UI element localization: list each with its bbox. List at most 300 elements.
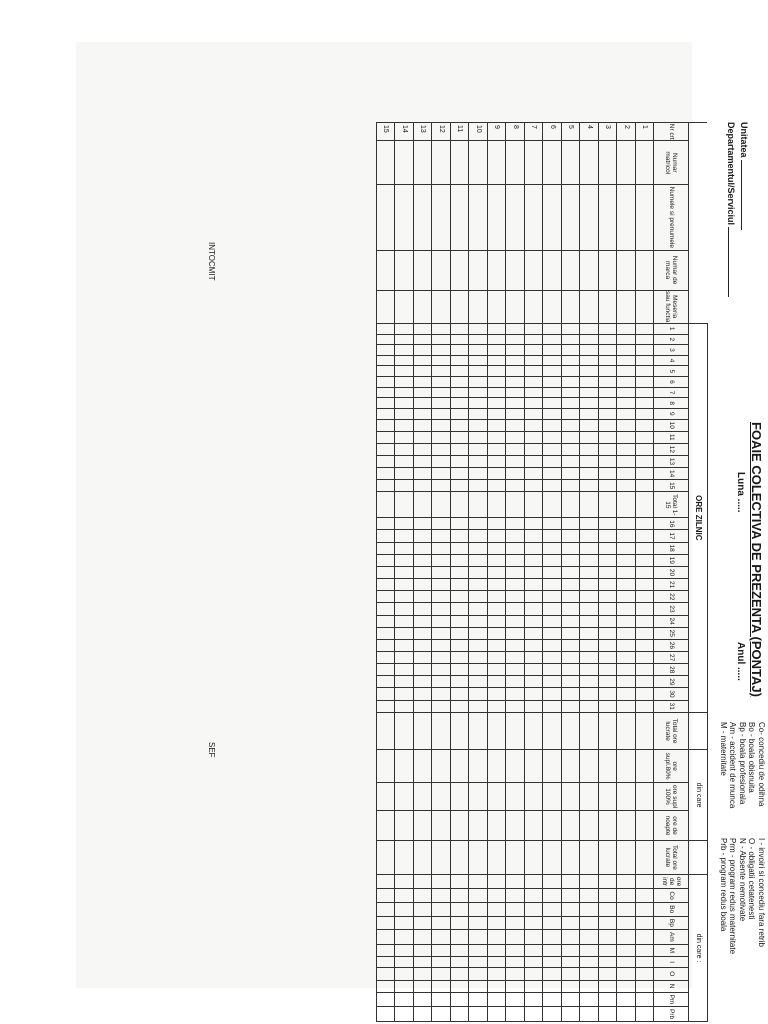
table-cell (562, 419, 581, 431)
row-number: 4 (580, 123, 599, 141)
prb-header: Prb (654, 1007, 689, 1022)
table-cell (469, 1007, 488, 1022)
table-cell (617, 492, 636, 518)
table-cell (599, 443, 618, 455)
table-cell (617, 840, 636, 874)
table-cell (543, 664, 562, 676)
table-cell (543, 782, 562, 810)
table-cell (395, 530, 414, 542)
table-cell (395, 627, 414, 639)
table-cell (617, 530, 636, 542)
table-cell (599, 185, 618, 251)
table-cell (488, 290, 507, 323)
table-cell (580, 355, 599, 366)
table-cell (580, 957, 599, 968)
table-cell (617, 366, 636, 377)
table-cell (636, 676, 655, 688)
table-cell (395, 944, 414, 957)
table-cell (488, 566, 507, 578)
table-cell (506, 889, 525, 903)
table-cell (488, 480, 507, 492)
table-cell (599, 676, 618, 688)
table-cell (636, 944, 655, 957)
table-cell (636, 957, 655, 968)
table-cell (599, 542, 618, 554)
table-row (543, 123, 562, 1022)
table-cell (599, 930, 618, 944)
table-cell (506, 355, 525, 366)
table-cell (469, 874, 488, 888)
table-cell (488, 334, 507, 345)
table-cell (395, 377, 414, 388)
table-cell (543, 944, 562, 957)
table-cell (506, 700, 525, 712)
table-cell (506, 579, 525, 591)
table-cell (377, 980, 396, 992)
table-cell (636, 700, 655, 712)
table-cell (562, 968, 581, 980)
table-cell (488, 944, 507, 957)
table-cell (377, 398, 396, 409)
table-cell (580, 409, 599, 420)
table-cell (377, 579, 396, 591)
table-cell (562, 431, 581, 443)
table-cell (488, 1007, 507, 1022)
table-cell (377, 542, 396, 554)
table-cell (432, 480, 451, 492)
table-cell (488, 250, 507, 290)
table-cell (543, 930, 562, 944)
table-cell (636, 366, 655, 377)
table-cell (414, 419, 433, 431)
table-cell (469, 455, 488, 467)
table-cell (451, 627, 470, 639)
table-cell (599, 700, 618, 712)
table-cell (599, 712, 618, 750)
table-cell (432, 398, 451, 409)
table-cell (562, 676, 581, 688)
table-cell (432, 782, 451, 810)
table-cell (451, 750, 470, 783)
table-cell (451, 542, 470, 554)
table-cell (617, 603, 636, 615)
table-cell (525, 250, 544, 290)
day-1-header: 1 (654, 323, 689, 334)
table-cell (543, 627, 562, 639)
table-cell (377, 530, 396, 542)
table-cell (414, 387, 433, 398)
table-cell (580, 889, 599, 903)
table-cell (636, 615, 655, 627)
table-cell (488, 419, 507, 431)
table-cell (562, 627, 581, 639)
day-12-header: 12 (654, 443, 689, 455)
table-cell (377, 409, 396, 420)
table-cell (469, 992, 488, 1006)
table-cell (488, 185, 507, 251)
day-9-header: 9 (654, 409, 689, 420)
table-cell (543, 750, 562, 783)
table-cell (599, 902, 618, 916)
table-cell (414, 700, 433, 712)
day-17-header: 17 (654, 530, 689, 542)
table-cell (469, 480, 488, 492)
table-cell (580, 398, 599, 409)
table-cell (580, 345, 599, 356)
table-cell (543, 542, 562, 554)
day-16-header: 16 (654, 518, 689, 530)
table-cell (488, 930, 507, 944)
table-cell (395, 542, 414, 554)
table-cell (488, 652, 507, 664)
table-cell (432, 455, 451, 467)
table-row (580, 123, 599, 1022)
table-cell (414, 323, 433, 334)
table-cell (488, 591, 507, 603)
table-cell (432, 676, 451, 688)
table-cell (599, 811, 618, 841)
table-cell (488, 627, 507, 639)
table-cell (377, 455, 396, 467)
table-cell (580, 185, 599, 251)
table-cell (488, 323, 507, 334)
day-15-header: 15 (654, 480, 689, 492)
table-cell (636, 980, 655, 992)
table-cell (395, 902, 414, 916)
table-cell (469, 185, 488, 251)
table-cell (377, 419, 396, 431)
table-cell (525, 676, 544, 688)
table-cell (506, 874, 525, 888)
table-cell (580, 840, 599, 874)
table-cell (543, 980, 562, 992)
table-cell (488, 355, 507, 366)
table-cell (525, 579, 544, 591)
table-cell (488, 366, 507, 377)
table-cell (562, 366, 581, 377)
table-cell (636, 916, 655, 930)
table-cell (451, 480, 470, 492)
table-cell (562, 542, 581, 554)
table-cell (414, 712, 433, 750)
table-cell (469, 419, 488, 431)
table-cell (469, 782, 488, 810)
table-cell (488, 455, 507, 467)
table-cell (488, 782, 507, 810)
table-cell (506, 518, 525, 530)
table-cell (506, 455, 525, 467)
table-cell (617, 455, 636, 467)
table-cell (469, 652, 488, 664)
table-cell (580, 750, 599, 783)
table-cell (599, 639, 618, 651)
table-cell (469, 591, 488, 603)
table-cell (580, 930, 599, 944)
table-cell (599, 889, 618, 903)
table-cell (377, 782, 396, 810)
table-cell (543, 443, 562, 455)
table-cell (432, 603, 451, 615)
table-cell (599, 323, 618, 334)
table-cell (599, 957, 618, 968)
table-cell (580, 664, 599, 676)
table-cell (414, 492, 433, 518)
table-cell (580, 530, 599, 542)
table-cell (469, 615, 488, 627)
table-cell (562, 530, 581, 542)
ore-zilnic-group: ORE ZILNIC (689, 323, 708, 712)
table-cell (451, 530, 470, 542)
table-cell (451, 840, 470, 874)
table-cell (414, 676, 433, 688)
table-cell (377, 290, 396, 323)
table-cell (469, 980, 488, 992)
table-cell (525, 750, 544, 783)
table-cell (525, 874, 544, 888)
table-cell (414, 579, 433, 591)
table-cell (543, 419, 562, 431)
table-cell (395, 554, 414, 566)
m-header: M (654, 944, 689, 957)
table-cell (469, 712, 488, 750)
header-row (654, 123, 689, 1022)
table-cell (432, 377, 451, 388)
table-cell (580, 323, 599, 334)
table-cell (432, 874, 451, 888)
table-cell (469, 323, 488, 334)
table-cell (580, 676, 599, 688)
table-cell (414, 345, 433, 356)
table-cell (395, 782, 414, 810)
table-cell (432, 811, 451, 841)
table-cell (469, 902, 488, 916)
table-cell (580, 334, 599, 345)
table-cell (617, 387, 636, 398)
table-cell (451, 874, 470, 888)
table-cell (488, 874, 507, 888)
table-cell (377, 1007, 396, 1022)
table-cell (617, 627, 636, 639)
table-cell (562, 902, 581, 916)
table-cell (617, 554, 636, 566)
table-cell (395, 443, 414, 455)
table-cell (506, 603, 525, 615)
day-21-header: 21 (654, 579, 689, 591)
table-cell (562, 185, 581, 251)
day-30-header: 30 (654, 688, 689, 700)
table-cell (451, 944, 470, 957)
table-cell (506, 409, 525, 420)
table-cell (395, 652, 414, 664)
table-cell (488, 615, 507, 627)
row-number: 5 (562, 123, 581, 141)
table-cell (395, 419, 414, 431)
table-cell (414, 334, 433, 345)
table-cell (377, 250, 396, 290)
table-cell (617, 615, 636, 627)
day-19-header: 19 (654, 554, 689, 566)
table-cell (543, 688, 562, 700)
numar-matricol-header: Numar matricol (654, 141, 689, 185)
table-cell (414, 518, 433, 530)
table-cell (377, 603, 396, 615)
table-cell (617, 782, 636, 810)
table-row (488, 123, 507, 1022)
table-cell (506, 916, 525, 930)
row-number: 1 (636, 123, 655, 141)
table-cell (617, 712, 636, 750)
table-cell (525, 480, 544, 492)
table-cell (488, 443, 507, 455)
table-cell (395, 889, 414, 903)
day-18-header: 18 (654, 542, 689, 554)
table-cell (432, 250, 451, 290)
table-cell (617, 345, 636, 356)
table-cell (617, 355, 636, 366)
table-cell (562, 1007, 581, 1022)
table-cell (543, 639, 562, 651)
table-cell (580, 811, 599, 841)
table-cell (395, 334, 414, 345)
table-cell (377, 627, 396, 639)
departament-label: Departamentul/Serviciul (726, 122, 736, 226)
table-cell (395, 480, 414, 492)
table-cell (599, 334, 618, 345)
table-cell (451, 603, 470, 615)
table-cell (525, 811, 544, 841)
table-cell (395, 345, 414, 356)
table-cell (617, 652, 636, 664)
legend-item: M - maternitate (719, 722, 728, 776)
table-cell (562, 345, 581, 356)
table-cell (617, 431, 636, 443)
table-cell (562, 980, 581, 992)
table-cell (543, 811, 562, 841)
table-cell (636, 992, 655, 1006)
table-cell (488, 639, 507, 651)
table-cell (451, 185, 470, 251)
table-cell (525, 355, 544, 366)
table-cell (469, 639, 488, 651)
table-cell (469, 398, 488, 409)
table-cell (506, 652, 525, 664)
table-cell (580, 492, 599, 518)
table-cell (562, 750, 581, 783)
table-cell (617, 688, 636, 700)
table-cell (414, 141, 433, 185)
table-cell (432, 468, 451, 480)
table-cell (506, 688, 525, 700)
pm-header: Pm (654, 992, 689, 1006)
table-cell (469, 530, 488, 542)
table-cell (414, 968, 433, 980)
table-cell (469, 468, 488, 480)
table-cell (562, 688, 581, 700)
table-cell (414, 615, 433, 627)
table-cell (395, 874, 414, 888)
table-cell (469, 492, 488, 518)
table-cell (599, 840, 618, 874)
table-cell (562, 377, 581, 388)
table-cell (543, 652, 562, 664)
table-cell (395, 930, 414, 944)
table-cell (488, 542, 507, 554)
table-cell (580, 542, 599, 554)
table-cell (469, 688, 488, 700)
table-cell (525, 554, 544, 566)
table-row (636, 123, 655, 1022)
table-cell (377, 902, 396, 916)
table-cell (395, 664, 414, 676)
table-cell (580, 141, 599, 185)
table-cell (414, 688, 433, 700)
table-cell (617, 992, 636, 1006)
table-cell (414, 750, 433, 783)
table-cell (599, 615, 618, 627)
table-cell (395, 603, 414, 615)
table-cell (395, 431, 414, 443)
table-cell (599, 750, 618, 783)
table-cell (617, 334, 636, 345)
table-cell (562, 664, 581, 676)
table-cell (636, 652, 655, 664)
table-cell (488, 664, 507, 676)
table-cell (432, 712, 451, 750)
table-cell (506, 957, 525, 968)
table-cell (395, 840, 414, 874)
table-cell (414, 443, 433, 455)
table-cell (451, 1007, 470, 1022)
table-cell (506, 992, 525, 1006)
table-cell (525, 700, 544, 712)
table-cell (488, 840, 507, 874)
table-cell (562, 591, 581, 603)
table-cell (543, 455, 562, 467)
table-cell (377, 750, 396, 783)
table-cell (469, 290, 488, 323)
table-cell (617, 518, 636, 530)
table-cell (525, 366, 544, 377)
day-25-header: 25 (654, 627, 689, 639)
table-cell (580, 290, 599, 323)
table-cell (414, 409, 433, 420)
table-cell (562, 323, 581, 334)
table-cell (414, 944, 433, 957)
table-cell (599, 968, 618, 980)
table-cell (599, 980, 618, 992)
blank-group-cell (689, 840, 708, 874)
table-cell (395, 250, 414, 290)
table-cell (469, 840, 488, 874)
table-cell (377, 554, 396, 566)
table-cell (525, 518, 544, 530)
i-header: I (654, 957, 689, 968)
table-cell (395, 980, 414, 992)
table-cell (599, 468, 618, 480)
table-cell (451, 992, 470, 1006)
table-cell (562, 930, 581, 944)
rotated-form (188, 122, 768, 1022)
table-cell (562, 957, 581, 968)
table-cell (377, 345, 396, 356)
table-cell (506, 968, 525, 980)
am-header: Am (654, 930, 689, 944)
day-20-header: 20 (654, 566, 689, 578)
form-title: FOAIE COLECTIVA DE PREZENTA (PONTAJ) (749, 422, 764, 697)
table-cell (543, 377, 562, 388)
table-cell (488, 603, 507, 615)
table-cell (636, 750, 655, 783)
